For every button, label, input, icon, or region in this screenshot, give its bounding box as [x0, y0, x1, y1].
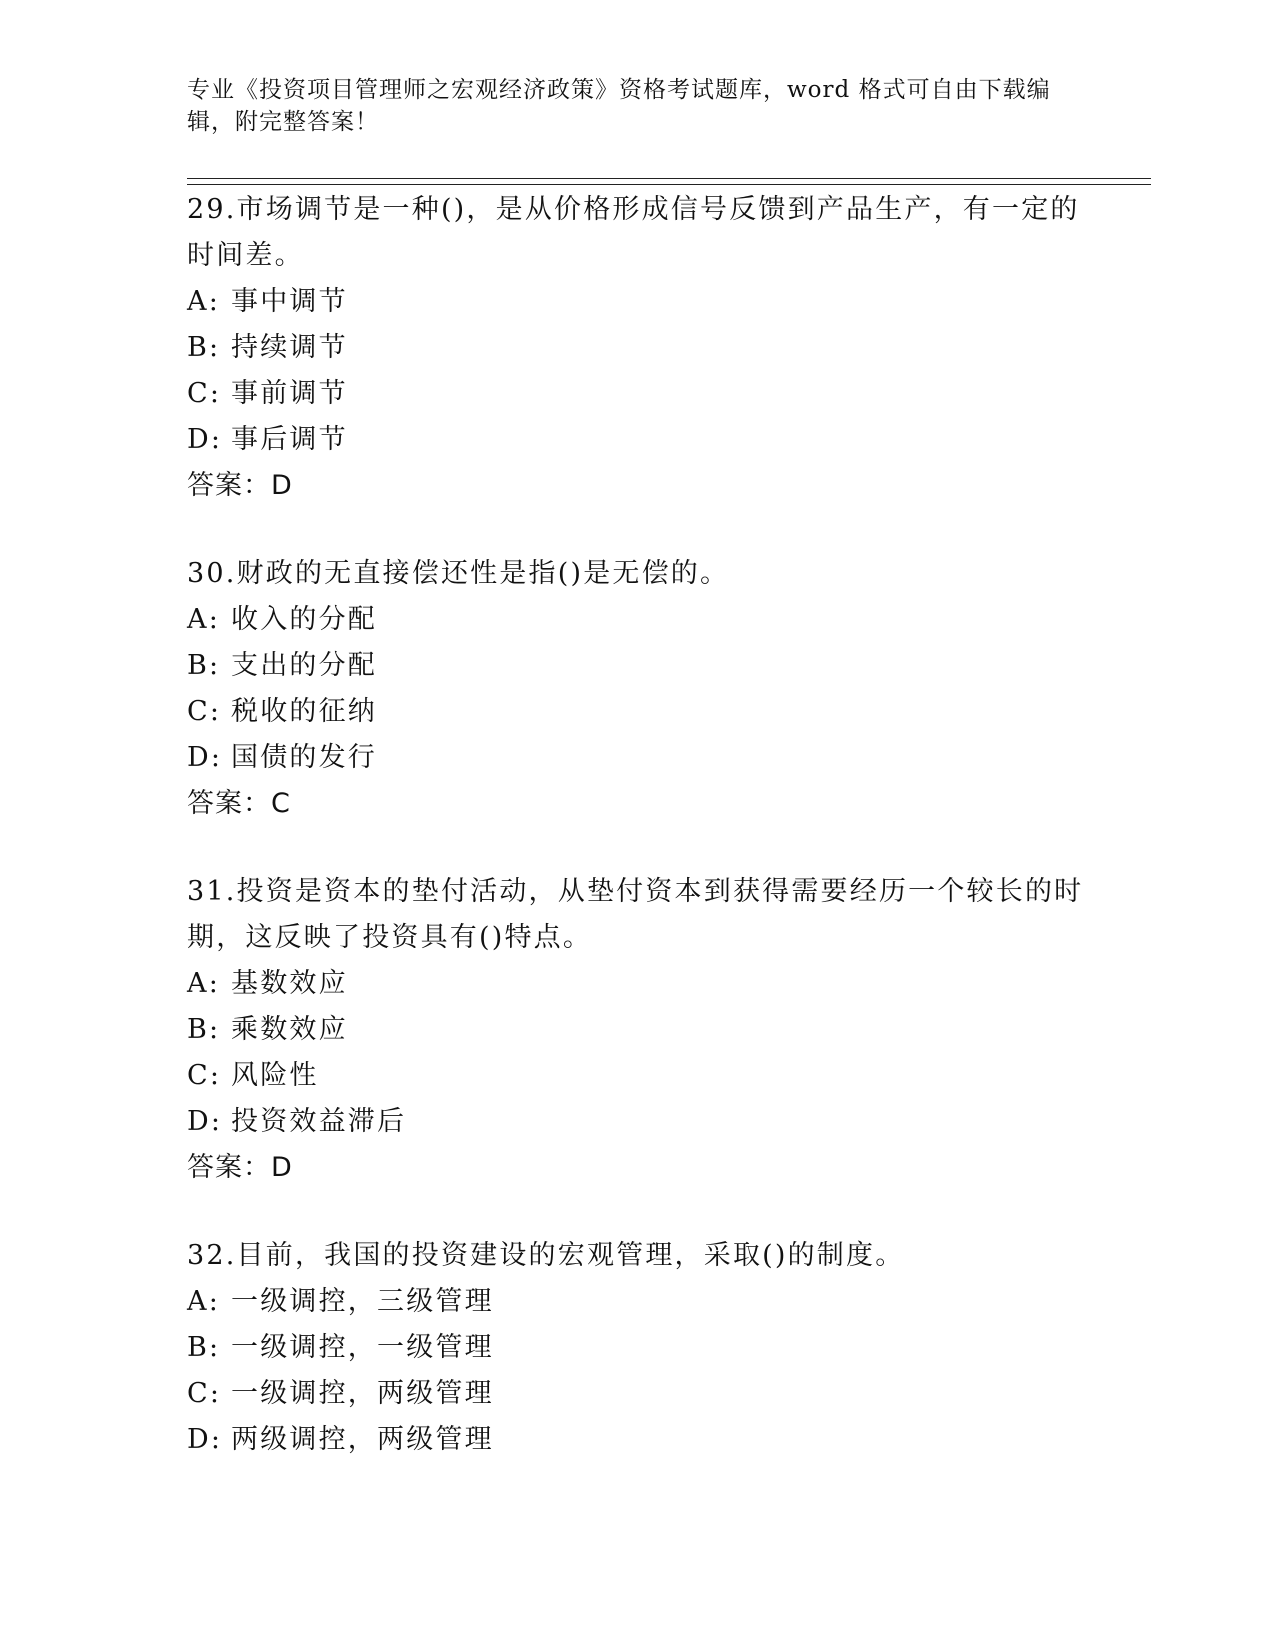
option-text: 事中调节 [231, 286, 348, 317]
option-text: 投资效益滞后 [231, 1106, 407, 1137]
option-c [187, 1371, 1087, 1417]
option-key: D: [187, 1106, 223, 1137]
question-stem: 30.财政的无直接偿还性是指()是无偿的。 [187, 558, 730, 589]
option-text: 乘数效应 [231, 1014, 348, 1045]
option-key: B: [187, 332, 221, 363]
option-c [187, 1053, 1087, 1099]
option-key: B: [187, 1014, 221, 1045]
header-divider-top [187, 178, 1151, 179]
option-text: 持续调节 [231, 332, 348, 363]
option-d [187, 417, 1087, 463]
question-30 [187, 551, 1087, 827]
question-stem: 31.投资是资本的垫付活动，从垫付资本到获得需要经历一个较长的时期，这反映了投资具有()特点。 [187, 876, 1084, 953]
option-text: 两级调控，两级管理 [231, 1424, 494, 1455]
option-text: 收入的分配 [231, 604, 377, 635]
option-d [187, 1417, 1087, 1463]
option-key: A: [187, 968, 220, 999]
option-key: A: [187, 604, 220, 635]
option-a [187, 961, 1087, 1007]
question-31 [187, 869, 1087, 1191]
option-c [187, 689, 1087, 735]
question-32 [187, 1233, 1087, 1463]
answer-line: 答案：C [187, 788, 291, 819]
option-text: 事后调节 [231, 424, 348, 455]
option-d [187, 1099, 1087, 1145]
option-key: C: [187, 378, 222, 409]
option-key: C: [187, 1378, 222, 1409]
option-key: D: [187, 1424, 223, 1455]
option-key: A: [187, 1286, 220, 1317]
option-key: D: [187, 742, 223, 773]
header-divider-bottom [187, 184, 1151, 185]
option-text: 基数效应 [231, 968, 348, 999]
option-text: 国债的发行 [231, 742, 377, 773]
option-b [187, 1325, 1087, 1371]
document-header: 专业《投资项目管理师之宏观经济政策》资格考试题库，word 格式可自由下载编辑，附完整答案！ [187, 77, 1051, 135]
option-text: 一级调控，一级管理 [231, 1332, 494, 1363]
option-text: 税收的征纳 [231, 696, 377, 727]
option-a [187, 597, 1087, 643]
option-text: 一级调控，两级管理 [231, 1378, 494, 1409]
option-a [187, 1279, 1087, 1325]
option-b [187, 1007, 1087, 1053]
option-key: C: [187, 696, 222, 727]
option-key: C: [187, 1060, 222, 1091]
option-d [187, 735, 1087, 781]
option-text: 事前调节 [231, 378, 348, 409]
option-key: B: [187, 650, 221, 681]
option-b [187, 643, 1087, 689]
option-key: D: [187, 424, 223, 455]
answer-line: 答案：D [187, 1152, 293, 1183]
option-a [187, 279, 1087, 325]
option-c [187, 371, 1087, 417]
question-stem: 29.市场调节是一种()，是从价格形成信号反馈到产品生产，有一定的时间差。 [187, 194, 1080, 271]
option-b [187, 325, 1087, 371]
question-29 [187, 187, 1087, 509]
option-text: 支出的分配 [231, 650, 377, 681]
option-key: A: [187, 286, 220, 317]
option-key: B: [187, 1332, 221, 1363]
answer-line: 答案：D [187, 470, 293, 501]
option-text: 风险性 [231, 1060, 319, 1091]
option-text: 一级调控，三级管理 [231, 1286, 494, 1317]
question-stem: 32.目前，我国的投资建设的宏观管理，采取()的制度。 [187, 1240, 905, 1271]
